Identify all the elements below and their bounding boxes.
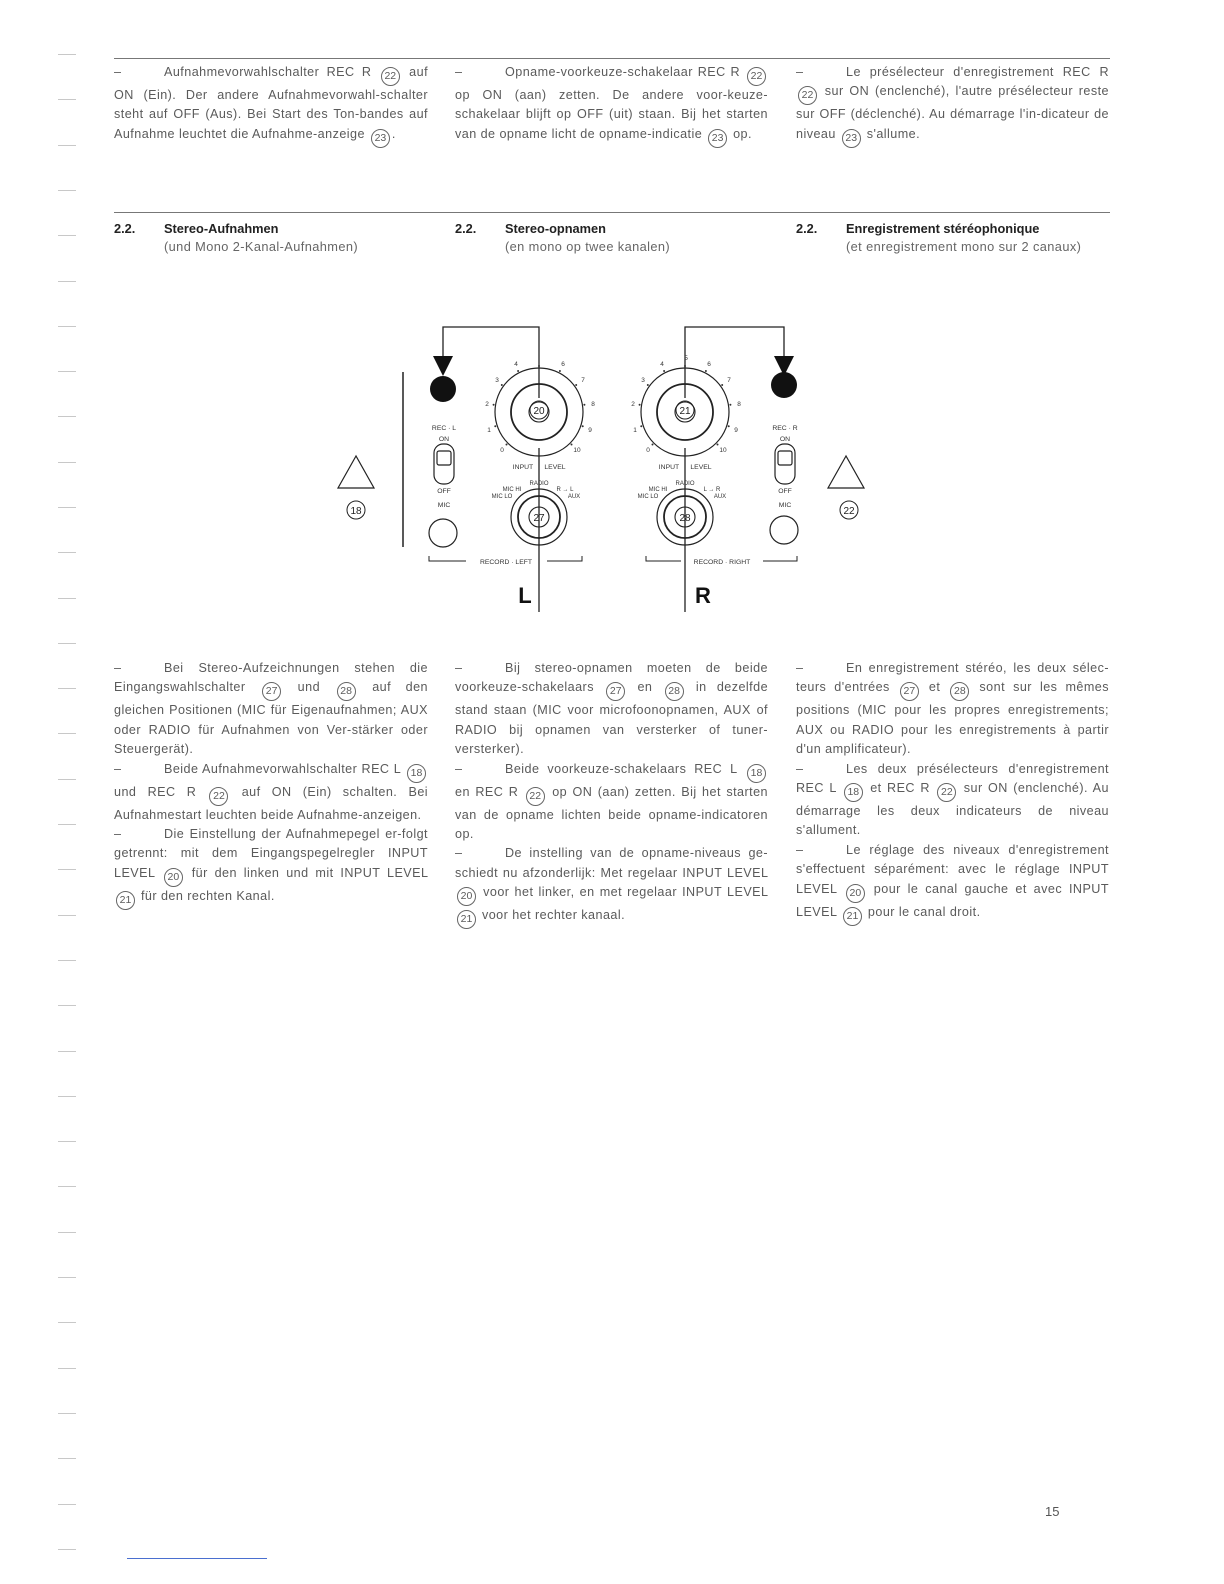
scale-label: 7 [581,377,585,384]
callout-number: 22 [937,783,956,802]
section-subtitle: (et enregistrement mono sur 2 canaux) [846,239,1082,254]
scale-label: 6 [561,361,565,368]
section-subtitle: (und Mono 2-Kanal-Aufnahmen) [164,239,359,254]
margin-tick [58,1504,76,1505]
stereo-recording-diagram [0,0,1224,620]
paragraph: – Les deux présélecteurs d'enregistrement REC L 18 et REC R 22 sur ON (enclenché). Au démarrage les deux indicateurs de niveau s'allument. [796,761,1109,838]
scale-label: 9 [734,427,738,434]
text: auf ON (Ein). Der andere Aufnahmevorwahl-schalter steht auf OFF (Aus). Bei Start des Ton-bandes auf Aufnahme leuchtet die Aufnahme-anzeige [114,65,429,141]
margin-tick [58,915,76,916]
scale-tick [493,404,495,406]
scale-label: 6 [707,361,711,368]
aux-label: AUX [713,494,727,500]
scale-tick [729,404,731,406]
margin-tick [58,1141,76,1142]
scale-label: 4 [660,361,664,368]
callout-number: 27 [606,682,625,701]
scale-tick [705,370,707,372]
aux-label: AUX [567,494,581,500]
section-number: 2.2. [796,221,818,236]
callout-number: 18 [747,764,766,783]
section-subtitle: (en mono op twee kanalen) [505,239,671,254]
callout-number: 23 [371,129,390,148]
left-channel-label: L [518,583,532,608]
callout-number: 22 [526,787,545,806]
radio-label: RADIO [675,481,695,487]
margin-tick [58,1096,76,1097]
block1-de: – Aufnahmevorwahlschalter REC R 22 auf ON (Ein). Der andere Aufnahmevorwahl-schalter steht auf OFF (Aus). Bei Start des Ton-bandes auf Aufnahme leuchtet die Aufnahme-anzeige 23 . [114,63,428,148]
paragraph: – Le réglage des niveaux d'enregistrement s'effectuent séparément: avec le réglage INPUT LEVEL 20 pour le canal gauche et avec INPUT LEVEL 21 pour le canal droit. [796,841,1109,926]
scale-label: 10 [573,447,581,454]
scale-tick [582,425,584,427]
scale-label: 1 [633,427,637,434]
scale-label: 4 [514,361,518,368]
scale-label: 3 [495,377,499,384]
block2-fr [796,659,1109,926]
knob-number: 21 [679,406,691,417]
callout-number: 20 [457,887,476,906]
scale-tick [571,444,573,446]
text: . [391,126,396,141]
scale-tick [583,404,585,406]
scale-label: 10 [719,447,727,454]
margin-tick [58,824,76,825]
section-number: 2.2. [114,221,136,236]
mic-hi-label: MIC HI [648,487,668,493]
scale-label: 8 [591,401,595,408]
scale-label: 5 [684,355,688,362]
block2-nl [455,659,768,929]
margin-tick [58,1051,76,1052]
margin-tick [58,1005,76,1006]
input-label: INPUT [658,464,680,471]
bottom-rule [127,1558,267,1559]
scale-tick [575,384,577,386]
callout-number: 18 [844,783,863,802]
text: Opname-voorkeuze-schakelaar REC R [505,65,741,79]
callout-number: 27 [262,682,281,701]
right-channel-label: R [695,583,711,608]
scale-tick [640,425,642,427]
text: Aufnahmevorwahlschalter REC R [164,65,372,79]
mic-hi-label: MIC HI [502,487,522,493]
callout-number: 22 [843,506,855,517]
scale-tick [538,365,540,367]
paragraph: – De instelling van de opname-niveaus ge-schiedt nu afzonderlijk: Met regelaar INPUT LEVEL 20 voor het linker, en met regelaar INPUT LEVEL 21 voor het rechter kanaal. [455,844,768,929]
margin-tick [58,1232,76,1233]
paragraph: – En enregistrement stéréo, les deux sélec-teurs d'entrées 27 et 28 sont sur les mêmes positions (MIC pour les propres enregistrements; AUX ou RADIO pour les enregistrements à partir d'un amplificateur). [796,661,1110,757]
scale-label: 8 [737,401,741,408]
text: sur ON (enclenché), l'autre présélecteur reste sur OFF (déclenché). Au démarrage l'in-dicateur de niveau [796,84,1109,141]
scale-tick [559,370,561,372]
level-label: LEVEL [690,464,712,471]
margin-tick [58,1368,76,1369]
scale-tick [663,370,665,372]
callout-number: 21 [116,891,135,910]
callout-number: 22 [209,787,228,806]
margin-tick [58,733,76,734]
scale-label: 1 [487,427,491,434]
scale-tick [728,425,730,427]
scale-tick [684,365,686,367]
scale-label: 2 [485,401,489,408]
paragraph: – Die Einstellung der Aufnahmepegel er-folgt getrennt: mit dem Eingangspegelregler INPUT LEVEL 20 für den linken und mit INPUT LEVEL 21 für den rechten Kanal. [114,825,428,910]
scale-label: 2 [631,401,635,408]
section-title: Stereo-opnamen [505,221,606,236]
callout-number: 28 [337,682,356,701]
scale-tick [501,384,503,386]
paragraph: – Beide voorkeuze-schakelaars REC L 18 en REC R 22 op ON (aan) zetten. Bij het starten van de opname lichten beide opname-indicatoren op. [455,761,769,842]
scale-tick [517,370,519,372]
section-title: Enregistrement stéréophonique [846,221,1040,236]
text: op ON (aan) zetten. De andere voor-keuze-schakelaar blijft op OFF (uit) staan. Bij het starten van de opname licht de opname-indicatie [455,88,768,141]
knob-number: 20 [533,406,545,417]
mic-lo-label: MIC LO [491,494,513,500]
r-to-l-label: R → L [556,487,574,493]
callout-number: 21 [843,907,862,926]
scale-label: 7 [727,377,731,384]
margin-tick [58,1549,76,1550]
scale-tick [647,384,649,386]
scale-label: 3 [641,377,645,384]
margin-tick [58,869,76,870]
margin-tick [58,960,76,961]
paragraph: – Bei Stereo-Aufzeichnungen stehen die Eingangswahlschalter 27 und 28 auf den gleichen Positionen (MIC für Eigenaufnahmen; AUX oder RADIO für Aufnahmen von Ver-stärker oder Steuergerät). [114,661,428,757]
l-to-r-label: L → R [703,487,721,493]
scale-label: 0 [500,447,504,454]
off-label: OFF [437,488,451,495]
block1-nl: – Opname-voorkeuze-schakelaar REC R 22 op ON (aan) zetten. De andere voor-keuze-schakelaar blijft op OFF (uit) staan. Bij het starten van de opname licht de opname-indicatie 23 op. [455,63,768,148]
text: Le présélecteur d'enregistrement REC R [846,65,1109,79]
block1-fr: – Le présélecteur d'enregistrement REC R 22 sur ON (enclenché), l'autre présélecteur reste sur OFF (déclenché). Au démarrage l'in-dicateur de niveau 23 s'allume. [796,63,1109,148]
scale-tick [717,444,719,446]
margin-tick [58,1277,76,1278]
text: op. [733,126,752,141]
off-label: OFF [778,488,792,495]
callout-number: 28 [950,682,969,701]
callout-number: 28 [665,682,684,701]
scale-tick [639,404,641,406]
scale-label: 0 [646,447,650,454]
text: s'allume. [866,126,921,141]
callout-number: 18 [407,764,426,783]
margin-tick [58,688,76,689]
record-right-label: RECORD · RIGHT [693,559,751,566]
callout-number: 27 [900,682,919,701]
level-label: LEVEL [544,464,566,471]
margin-tick [58,1413,76,1414]
on-label: ON [779,436,791,443]
margin-tick [58,1458,76,1459]
callout-number: 23 [842,129,861,148]
rec-r-label: REC · R [772,425,798,432]
paragraph: – Bij stereo-opnamen moeten de beide voorkeuze-schakelaars 27 en 28 in dezelfde stand staan (MIC voor microfoonopnamen, AUX of RADIO bij opnamen van versterker of tuner-versterker). [455,661,769,757]
margin-tick [58,643,76,644]
block2-de [114,659,428,910]
mic-label: MIC [437,502,451,509]
radio-label: RADIO [529,481,549,487]
margin-tick [58,1186,76,1187]
margin-tick [58,779,76,780]
record-left-label: RECORD · LEFT [479,559,533,566]
selector-number: 27 [533,513,545,524]
callout-number: 22 [798,86,817,105]
margin-tick [58,1322,76,1323]
scale-tick [652,444,654,446]
scale-tick [506,444,508,446]
callout-number: 23 [708,129,727,148]
callout-number: 20 [164,868,183,887]
mic-lo-label: MIC LO [637,494,659,500]
section-title: Stereo-Aufnahmen [164,221,279,236]
scale-tick [494,425,496,427]
rec-l-label: REC · L [431,425,457,432]
callout-number: 22 [381,67,400,86]
callout-number: 18 [350,506,362,517]
paragraph: – Beide Aufnahmevorwahlschalter REC L 18 und REC R 22 auf ON (Ein) schalten. Bei Aufnahmestart leuchten beide Aufnahme-anzeigen. [114,761,429,822]
scale-tick [721,384,723,386]
callout-number: 20 [846,884,865,903]
on-label: ON [438,436,450,443]
section-number: 2.2. [455,221,477,236]
scale-label: 9 [588,427,592,434]
callout-number: 21 [457,910,476,929]
input-label: INPUT [512,464,534,471]
mic-label: MIC [778,502,792,509]
callout-number: 22 [747,67,766,86]
page-number: 15 [1045,1504,1060,1519]
selector-number: 28 [679,513,691,524]
